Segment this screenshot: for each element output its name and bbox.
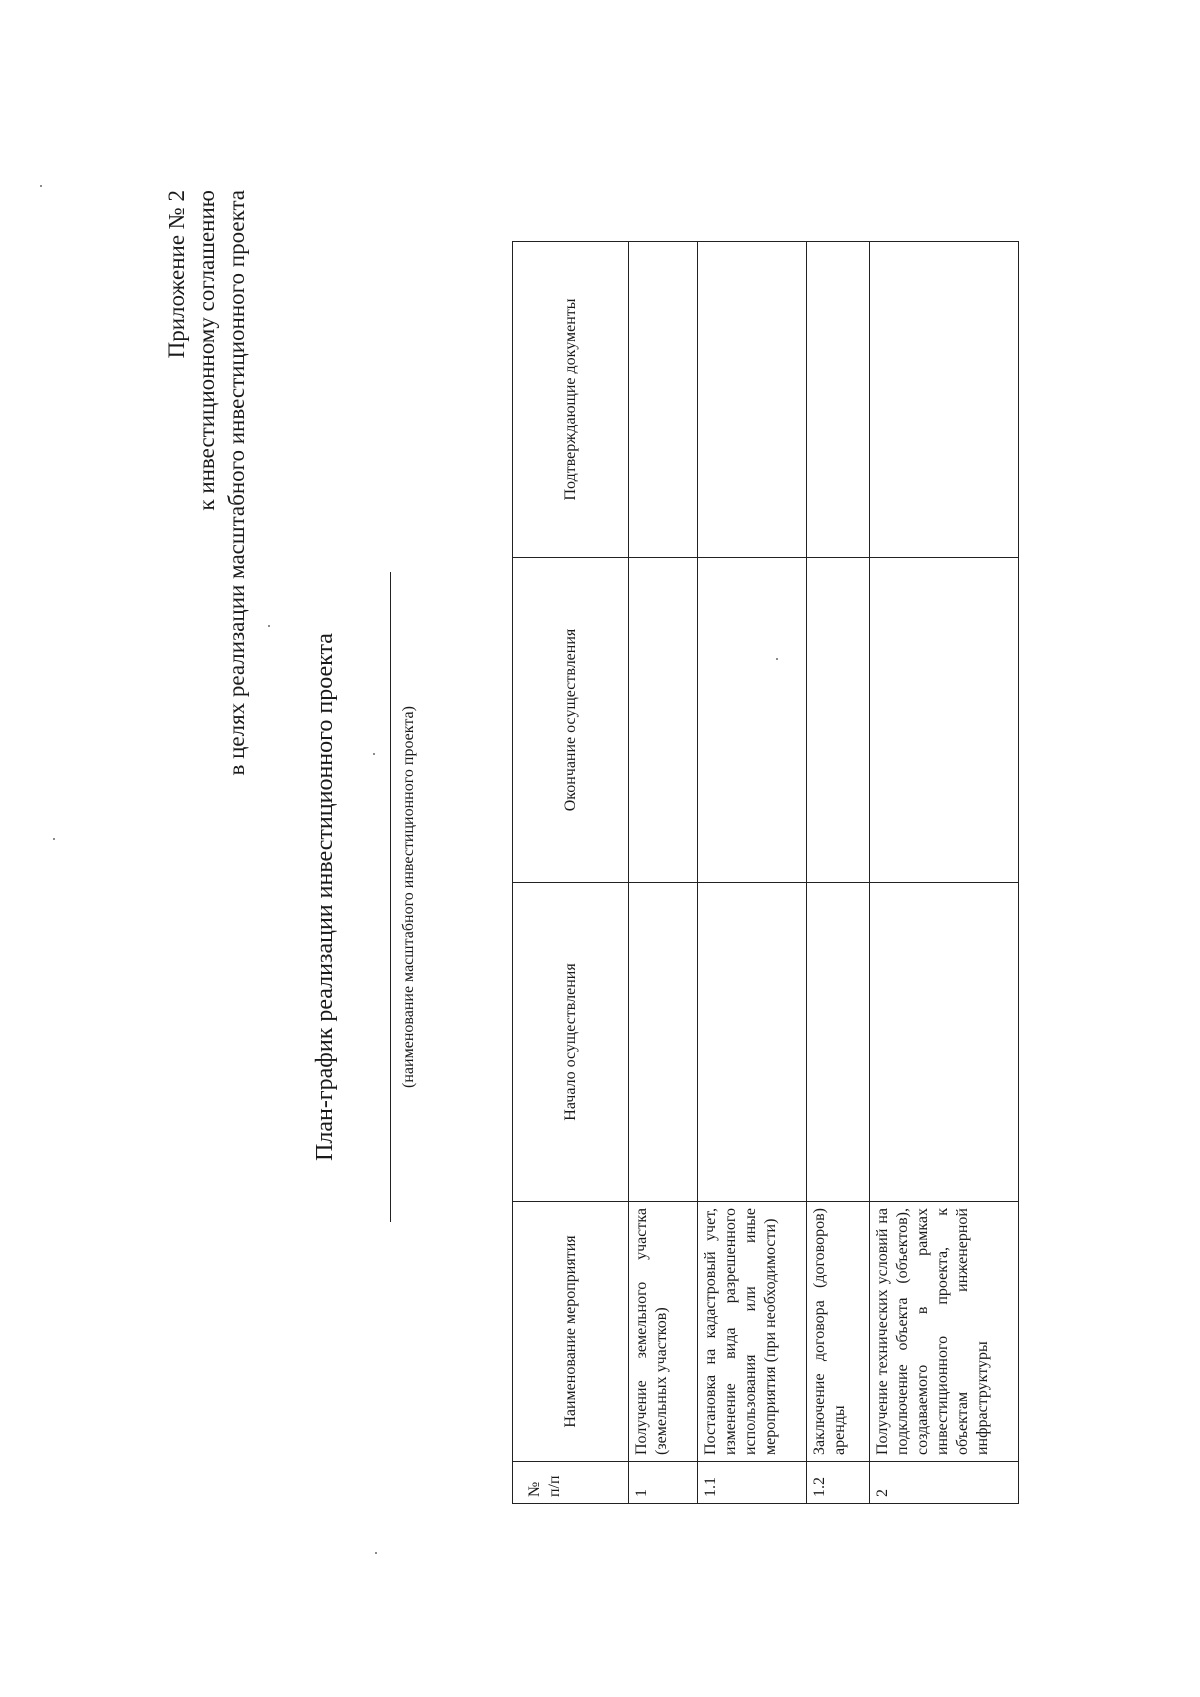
scan-speck xyxy=(375,1552,377,1554)
table-row xyxy=(629,242,698,1504)
row-start xyxy=(629,883,698,1202)
table-header-row xyxy=(513,242,629,1504)
row-docs xyxy=(629,242,698,558)
row-num: 2 xyxy=(870,1462,1019,1504)
scan-speck xyxy=(53,838,55,840)
row-docs xyxy=(870,242,1019,558)
scan-speck xyxy=(268,625,270,627)
row-activity: Заключение договора (договоров) аренды xyxy=(807,1202,870,1462)
row-start xyxy=(870,883,1019,1202)
project-name-blank-line xyxy=(390,572,391,1222)
row-start xyxy=(807,883,870,1202)
scan-speck xyxy=(40,185,42,187)
row-end xyxy=(629,558,698,883)
appendix-header xyxy=(162,190,252,776)
header-start: Начало осуществления xyxy=(513,883,629,1202)
scan-speck xyxy=(776,658,778,660)
row-num: 1 xyxy=(629,1462,698,1504)
row-num: 1.2 xyxy=(807,1462,870,1504)
project-name-hint: (наименование масштабного инвестиционного проекта) xyxy=(400,706,417,1088)
table-row xyxy=(807,242,870,1504)
schedule-table xyxy=(512,241,1019,1504)
appendix-number: Приложение № 2 xyxy=(164,190,189,359)
header-docs: Подтверждающие документы xyxy=(513,242,629,558)
row-start xyxy=(698,883,807,1202)
row-activity: Получение земельного участка (земельных участков) xyxy=(629,1202,698,1462)
row-activity: Постановка на кадастровый учет, изменение вида разрешенного использования или иные мероприятия (при необходимости) xyxy=(698,1202,807,1462)
header-end: Окончание осуществления xyxy=(513,558,629,883)
row-end xyxy=(807,558,870,883)
row-activity: Получение технических условий на подключение объекта (объектов), создаваемого в рамках инвестиционного проекта, к объектам инженерной инфраструктуры xyxy=(870,1202,1019,1462)
table-row xyxy=(698,242,807,1504)
table-row xyxy=(870,242,1019,1504)
row-end xyxy=(870,558,1019,883)
row-num: 1.1 xyxy=(698,1462,807,1504)
row-docs xyxy=(698,242,807,558)
row-docs xyxy=(807,242,870,558)
appendix-purpose: в целях реализации масштабного инвестиционного проекта xyxy=(224,190,249,776)
header-num: № п/п xyxy=(513,1462,629,1504)
row-end xyxy=(698,558,807,883)
header-activity: Наименование мероприятия xyxy=(513,1202,629,1462)
appendix-agreement: к инвестиционному соглашению xyxy=(194,190,219,511)
scan-speck xyxy=(373,753,375,755)
plan-title: План-график реализации инвестиционного проекта xyxy=(312,633,338,1161)
